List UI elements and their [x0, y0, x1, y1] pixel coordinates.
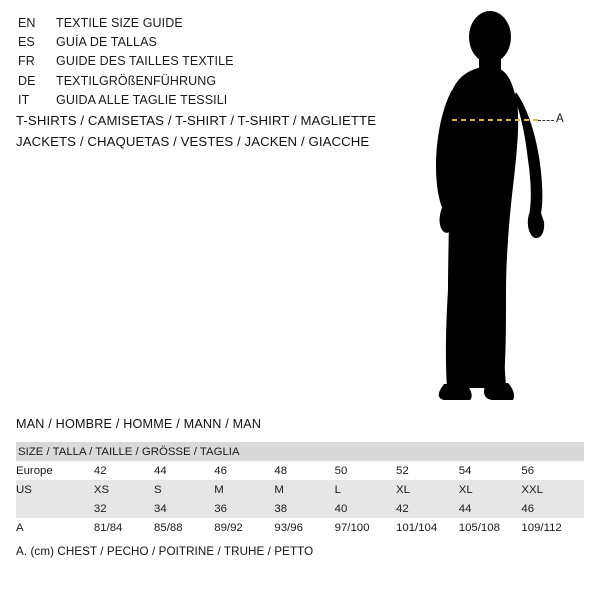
measure-label-a: A — [556, 113, 564, 125]
male-silhouette-icon — [398, 10, 598, 410]
cell-value: 44 — [459, 499, 522, 518]
cell-value: XL — [459, 480, 522, 499]
cell-value: 54 — [459, 461, 522, 480]
garment-category-jackets: JACKETS / CHAQUETAS / VESTES / JACKEN / GIACCHE — [16, 134, 370, 149]
cell-value: 38 — [274, 499, 334, 518]
language-row — [18, 72, 378, 91]
row-label: Europe — [16, 461, 94, 480]
body-figure — [398, 10, 598, 410]
cell-value: 50 — [335, 461, 396, 480]
language-title: TEXTILGRÖßENFÜHRUNG — [56, 73, 217, 88]
cell-value: 97/100 — [335, 518, 396, 537]
measurement-footnote: A. (cm) CHEST / PECHO / POITRINE / TRUHE / PETTO — [16, 545, 314, 558]
row-label — [16, 499, 94, 518]
cell-value: 89/92 — [214, 518, 274, 537]
cell-value: 34 — [154, 499, 214, 518]
garment-category-list — [16, 110, 396, 152]
language-title: GUÍA DE TALLAS — [56, 35, 157, 50]
cell-value: 85/88 — [154, 518, 214, 537]
language-code: IT — [18, 92, 30, 107]
cell-value: 52 — [396, 461, 459, 480]
language-row — [18, 52, 378, 71]
cell-value: 32 — [94, 499, 154, 518]
garment-category-tshirts: T-SHIRTS / CAMISETAS / T-SHIRT / T-SHIRT / MAGLIETTE — [16, 113, 377, 128]
language-row — [18, 33, 378, 52]
cell-value: 93/96 — [274, 518, 334, 537]
cell-value: M — [274, 480, 334, 499]
cell-value: 48 — [274, 461, 334, 480]
cell-value: 44 — [154, 461, 214, 480]
language-row — [18, 91, 378, 110]
language-row — [18, 14, 378, 33]
cell-value: 101/104 — [396, 518, 459, 537]
table-header-row — [16, 442, 584, 461]
gender-title: MAN / HOMBRE / HOMME / MANN / MAN — [16, 417, 262, 431]
table-row — [16, 499, 584, 518]
table-row — [16, 480, 584, 499]
language-code: FR — [18, 54, 35, 69]
cell-value: 36 — [214, 499, 274, 518]
cell-value: 40 — [335, 499, 396, 518]
cell-value: XS — [94, 480, 154, 499]
table-row — [16, 461, 584, 480]
cell-value: 81/84 — [94, 518, 154, 537]
cell-value: 46 — [521, 499, 584, 518]
cell-value: XXL — [521, 480, 584, 499]
language-title: GUIDA ALLE TAGLIE TESSILI — [56, 92, 228, 107]
cell-value: 56 — [521, 461, 584, 480]
cell-value: 105/108 — [459, 518, 522, 537]
language-title: GUIDE DES TAILLES TEXTILE — [56, 54, 234, 69]
language-list — [18, 14, 378, 110]
language-code: EN — [18, 16, 36, 30]
cell-value: XL — [396, 480, 459, 499]
language-title: TEXTILE SIZE GUIDE — [56, 16, 183, 30]
measure-leader-line — [538, 120, 554, 121]
cell-value: M — [214, 480, 274, 499]
cell-value: 46 — [214, 461, 274, 480]
size-table — [16, 442, 584, 537]
table-row — [16, 518, 584, 537]
cell-value: S — [154, 480, 214, 499]
cell-value: L — [335, 480, 396, 499]
cell-value: 42 — [94, 461, 154, 480]
row-label: A — [16, 518, 94, 537]
cell-value: 109/112 — [521, 518, 584, 537]
table-header-label: SIZE / TALLA / TAILLE / GRÖSSE / TAGLIA — [16, 442, 584, 461]
cell-value: 42 — [396, 499, 459, 518]
language-code: ES — [18, 35, 35, 50]
row-label: US — [16, 480, 94, 499]
language-code: DE — [18, 73, 36, 88]
